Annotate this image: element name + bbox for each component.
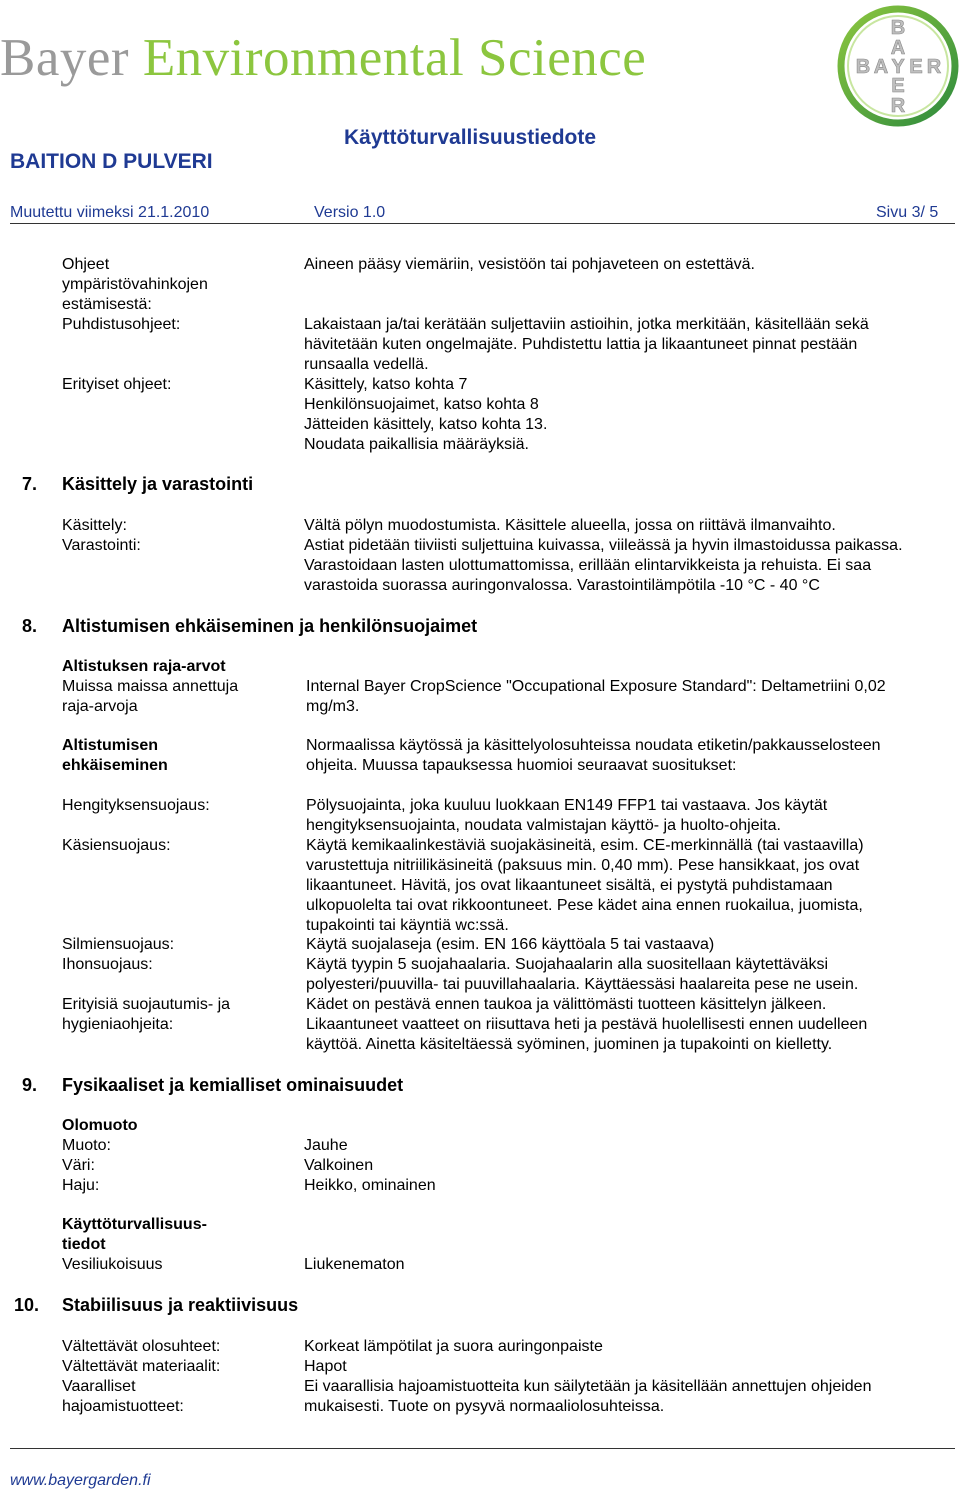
solubility-label: Vesiliukoisuus — [62, 1256, 163, 1273]
form-label: Muoto: — [62, 1137, 111, 1154]
logo-letter-a: A — [890, 37, 906, 59]
hand-label: Käsiensuojaus: — [62, 837, 171, 854]
section-7-title: Käsittely ja varastointi — [62, 474, 254, 494]
section-9-title: Fysikaaliset ja kemialliset ominaisuudet — [62, 1075, 404, 1095]
odor-label: Haju: — [62, 1177, 100, 1194]
avoid-mat-label: Vältettävät materiaalit: — [62, 1358, 221, 1375]
resp-line-2: hengityksensuojainta, noudata valmistajan käyttö- ja huolto-ohjeita. — [306, 817, 781, 834]
limits-label-line-2: raja-arvoja — [62, 698, 138, 715]
solubility-value: Liukenematon — [304, 1256, 405, 1273]
limits-heading: Altistuksen raja-arvot — [62, 658, 226, 675]
handling-line-1: Vältä pölyn muodostumista. Käsittele alueella, jossa on riittävä ilmanvaihto. — [304, 517, 836, 534]
hygiene-label-line-1: Erityisiä suojautumis- ja — [62, 996, 231, 1013]
special-label: Erityiset ohjeet: — [62, 376, 172, 393]
page-number: Sivu 3/ 5 — [876, 204, 939, 221]
hand-line-5: tupakointi tai käyntiä wc:ssä. — [306, 917, 509, 934]
storage-label: Varastointi: — [62, 537, 141, 554]
logo-letter-e2: E — [909, 56, 923, 78]
version: Versio 1.0 — [314, 204, 386, 221]
decomp-line-1: Ei vaarallisia hajoamistuotteita kun säilytetään ja käsitellään annettujen ohjeiden — [304, 1378, 872, 1395]
skin-line-2: polyesteri/puuvilla- tai puuvillahaalaria. Käyttäessäsi haalareita pese ne usein. — [306, 976, 859, 993]
document-title: Käyttöturvallisuustiedote — [344, 126, 597, 149]
prevention-line-2: ohjeita. Muussa tapauksessa huomioi seuraavat suositukset: — [306, 757, 737, 774]
cleanup-line-3: runsaalla vedellä. — [304, 356, 429, 373]
special-line-1: Käsittely, katso kohta 7 — [304, 376, 468, 393]
decomp-label-line-2: hajoamistuotteet: — [62, 1398, 184, 1415]
logo-letter-e: E — [891, 75, 905, 97]
safety-heading-line-1: Käyttöturvallisuus- — [62, 1216, 207, 1233]
section-10-number: 10. — [14, 1295, 40, 1315]
section-7-number: 7. — [22, 474, 38, 494]
storage-line-3: varastoida suorassa auringonvalossa. Varastointilämpötila -10 °C - 40 °C — [304, 577, 820, 594]
env-label-line-3: estämisestä: — [62, 296, 152, 313]
section-8-title: Altistumisen ehkäiseminen ja henkilönsuojaimet — [62, 616, 478, 636]
hand-line-1: Käytä kemikaalinkestäviä suojakäsineitä, esim. CE-merkinnällä (tai vastaavilla) — [306, 837, 864, 854]
limits-line-2: mg/m3. — [306, 698, 360, 715]
decomp-line-2: mukaisesti. Tuote on pysyvä normaaliolosuhteissa. — [304, 1398, 665, 1415]
prevention-label-line-2: ehkäiseminen — [62, 757, 168, 774]
modified-date: Muutettu viimeksi 21.1.2010 — [10, 204, 210, 221]
logo-letter-y: Y — [891, 56, 905, 78]
skin-line-1: Käytä tyypin 5 suojahaalaria. Suojahaalarin alla suositellaan käytettäväksi — [306, 956, 829, 973]
hand-line-2: varustettuja nitriilikäsineitä (paksuus min. 0,40 mm). Pese hansikkaat, jos ovat — [306, 857, 860, 874]
handling-label: Käsittely: — [62, 517, 127, 534]
product-name: BAITION D PULVERI — [10, 150, 213, 173]
resp-line-1: Pölysuojainta, joka kuuluu luokkaan EN149 FFP1 tai vastaava. Jos käytät — [306, 797, 828, 814]
section-10-title: Stabiilisuus ja reaktiivisuus — [62, 1295, 299, 1315]
storage-line-2: Varastoidaan lasten ulottumattomissa, erillään elintarvikkeista ja rehuista. Ei saa — [304, 557, 872, 574]
brand-word-bayer: Bayer — [0, 29, 130, 87]
section-9-number: 9. — [22, 1075, 38, 1095]
odor-value: Heikko, ominainen — [304, 1177, 436, 1194]
logo-letter-r: R — [890, 95, 906, 117]
brand-wordmark — [0, 28, 646, 88]
bayer-cross-logo — [836, 4, 960, 128]
eye-text: Käytä suojalaseja (esim. EN 166 käyttöala 5 tai vastaava) — [306, 936, 715, 953]
special-line-3: Jätteiden käsittely, katso kohta 13. — [304, 416, 548, 433]
decomp-label-line-1: Vaaralliset — [62, 1378, 136, 1395]
prevention-label-line-1: Altistumisen — [62, 737, 159, 754]
hygiene-line-2: Likaantuneet vaatteet on riisuttava heti ja pestävä huolellisesti ennen uudelleen — [306, 1016, 868, 1033]
form-value: Jauhe — [304, 1137, 348, 1154]
hand-line-3: likaantuneet. Hävitä, jos ovat likaantuneet sisältä, ei pystytä puhdistamaan — [306, 877, 833, 894]
cleanup-line-2: hävitetään kuten ongelmajäte. Puhdistettu lattia ja likaantuneet pinnat pestään — [304, 336, 858, 353]
env-label-line-2: ympäristövahinkojen — [62, 276, 208, 293]
logo-letter-r2: R — [926, 56, 942, 78]
appearance-heading: Olomuoto — [62, 1117, 138, 1134]
eye-label: Silmiensuojaus: — [62, 936, 175, 953]
safety-heading-line-2: tiedot — [62, 1236, 106, 1253]
color-label: Väri: — [62, 1157, 95, 1174]
color-value: Valkoinen — [304, 1157, 374, 1174]
special-line-2: Henkilönsuojaimet, katso kohta 8 — [304, 396, 539, 413]
avoid-cond-label: Vältettävät olosuhteet: — [62, 1338, 221, 1355]
hygiene-line-1: Kädet on pestävä ennen taukoa ja välittömästi tuotteen käsittelyn jälkeen. — [306, 996, 827, 1013]
footer-rule — [10, 1448, 955, 1449]
limits-line-1: Internal Bayer CropScience "Occupational Exposure Standard": Deltametriini 0,02 — [306, 678, 886, 695]
section-8-number: 8. — [22, 616, 38, 636]
prevention-line-1: Normaalissa käytössä ja käsittelyolosuhteissa noudata etiketin/pakkausselosteen — [306, 737, 881, 754]
avoid-mat-value: Hapot — [304, 1358, 347, 1375]
header-rule — [10, 223, 955, 224]
logo-letter-b: B — [890, 17, 906, 39]
brand-word-env: Environmental Science — [142, 29, 647, 87]
footer-url[interactable]: www.bayergarden.fi — [10, 1472, 151, 1489]
env-text: Aineen pääsy viemäriin, vesistöön tai pohjaveteen on estettävä. — [304, 256, 755, 273]
hygiene-label-line-2: hygieniaohjeita: — [62, 1016, 174, 1033]
logo-letter-a2: A — [873, 56, 889, 78]
avoid-cond-value: Korkeat lämpötilat ja suora auringonpaiste — [304, 1338, 603, 1355]
resp-label: Hengityksensuojaus: — [62, 797, 210, 814]
logo-letter-b2: B — [855, 56, 871, 78]
hand-line-4: ulkopuolelta tai ovat rikkoontuneet. Pese kädet aina ennen ruokailua, juomista, — [306, 897, 863, 914]
env-label-line-1: Ohjeet — [62, 256, 110, 273]
hygiene-line-3: käyttöä. Ainetta käsiteltäessä syöminen, juominen ja tupakointi on kielletty. — [306, 1036, 833, 1053]
special-line-4: Noudata paikallisia määräyksiä. — [304, 436, 529, 453]
cleanup-label: Puhdistusohjeet: — [62, 316, 181, 333]
skin-label: Ihonsuojaus: — [62, 956, 153, 973]
limits-label-line-1: Muissa maissa annettuja — [62, 678, 239, 695]
cleanup-line-1: Lakaistaan ja/tai kerätään suljettaviin astioihin, jotka merkitään, käsitellään sekä — [304, 316, 869, 333]
storage-line-1: Astiat pidetään tiiviisti suljettuina kuivassa, viileässä ja hyvin ilmastoidussa paikassa. — [304, 537, 903, 554]
